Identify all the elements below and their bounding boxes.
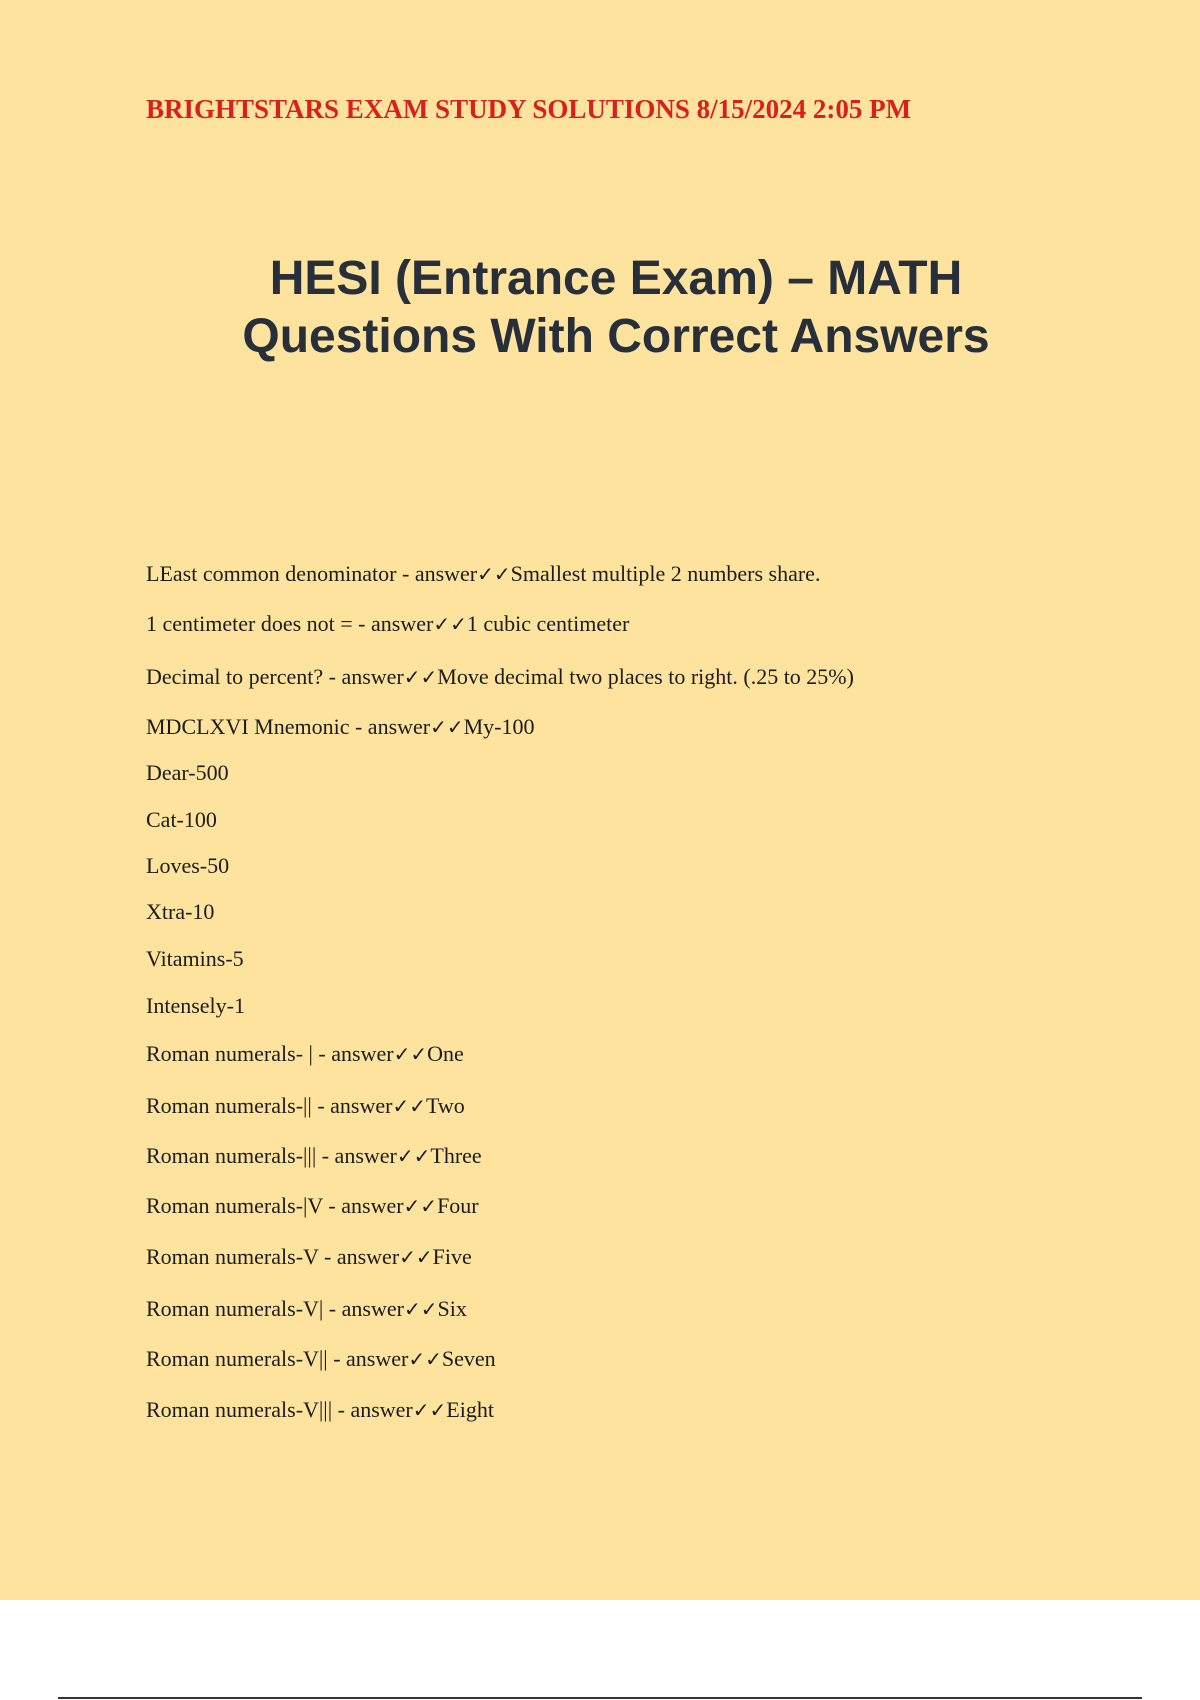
qa-question: LEast common denominator - answer bbox=[146, 561, 478, 586]
qa-continuation: Xtra-10 bbox=[146, 899, 215, 924]
qa-answer: Smallest multiple 2 numbers share. bbox=[510, 561, 821, 586]
qa-answer: One bbox=[427, 1041, 464, 1066]
title-line-1: HESI (Entrance Exam) – MATH bbox=[269, 252, 963, 305]
qa-answer: My-100 bbox=[463, 714, 535, 739]
double-check-icon: ✓✓ bbox=[403, 1297, 438, 1321]
qa-answer: Six bbox=[437, 1296, 467, 1321]
qa-entry bbox=[146, 713, 535, 741]
qa-continuation: Intensely-1 bbox=[146, 993, 245, 1018]
qa-question: MDCLXVI Mnemonic - answer bbox=[146, 714, 431, 739]
qa-entry bbox=[146, 852, 229, 880]
qa-question: Roman numerals-V|| - answer bbox=[146, 1346, 409, 1371]
title-line-2: Questions With Correct Answers bbox=[242, 310, 990, 363]
qa-entry bbox=[146, 759, 229, 787]
footer-divider bbox=[58, 1697, 1142, 1699]
qa-question: Roman numerals-|| - answer bbox=[146, 1093, 393, 1118]
qa-answer: 1 cubic centimeter bbox=[466, 611, 630, 636]
document-header: BRIGHTSTARS EXAM STUDY SOLUTIONS 8/15/2024 2:05 PM bbox=[146, 94, 912, 124]
qa-question: Roman numerals-V| - answer bbox=[146, 1296, 404, 1321]
qa-entry bbox=[146, 898, 214, 926]
qa-entry bbox=[146, 1243, 472, 1271]
qa-entry bbox=[146, 1345, 496, 1373]
qa-continuation: Vitamins-5 bbox=[146, 946, 244, 971]
double-check-icon: ✓✓ bbox=[412, 1398, 447, 1422]
qa-continuation: Loves-50 bbox=[146, 853, 230, 878]
qa-answer: Five bbox=[432, 1244, 472, 1269]
qa-continuation: Dear-500 bbox=[146, 760, 229, 785]
qa-answer: Four bbox=[437, 1193, 479, 1218]
double-check-icon: ✓✓ bbox=[477, 562, 511, 586]
double-check-icon: ✓✓ bbox=[396, 1144, 431, 1168]
double-check-icon: ✓✓ bbox=[408, 1347, 442, 1371]
page-title bbox=[0, 250, 1200, 366]
double-check-icon: ✓✓ bbox=[399, 1245, 433, 1269]
qa-question: Roman numerals-V - answer bbox=[146, 1244, 400, 1269]
qa-answer: Seven bbox=[441, 1346, 496, 1371]
double-check-icon: ✓✓ bbox=[433, 612, 467, 636]
qa-question: 1 centimeter does not = - answer bbox=[146, 611, 434, 636]
qa-entry bbox=[146, 610, 629, 638]
double-check-icon: ✓✓ bbox=[403, 1194, 438, 1218]
double-check-icon: ✓✓ bbox=[393, 1042, 428, 1066]
double-check-icon: ✓✓ bbox=[403, 665, 438, 689]
qa-entry bbox=[146, 1396, 494, 1424]
qa-entry bbox=[146, 1040, 464, 1068]
qa-question: Roman numerals-||| - answer bbox=[146, 1143, 397, 1168]
qa-entry bbox=[146, 945, 244, 973]
qa-entry bbox=[146, 1142, 482, 1170]
qa-entry bbox=[146, 663, 854, 691]
qa-answer: Three bbox=[430, 1143, 482, 1168]
qa-entry bbox=[146, 992, 245, 1020]
qa-entry bbox=[146, 560, 820, 588]
qa-entry bbox=[146, 1295, 467, 1323]
qa-question: Roman numerals- | - answer bbox=[146, 1041, 394, 1066]
qa-answer: Move decimal two places to right. (.25 to 25%) bbox=[437, 664, 854, 689]
double-check-icon: ✓✓ bbox=[392, 1094, 426, 1118]
qa-continuation: Cat-100 bbox=[146, 807, 217, 832]
qa-entry bbox=[146, 1192, 479, 1220]
qa-question: Roman numerals-V||| - answer bbox=[146, 1397, 413, 1422]
qa-entry bbox=[146, 806, 217, 834]
qa-answer: Two bbox=[425, 1093, 465, 1118]
qa-answer: Eight bbox=[446, 1397, 494, 1422]
qa-entry bbox=[146, 1092, 465, 1120]
qa-question: Decimal to percent? - answer bbox=[146, 664, 404, 689]
double-check-icon: ✓✓ bbox=[430, 715, 464, 739]
qa-question: Roman numerals-|V - answer bbox=[146, 1193, 404, 1218]
